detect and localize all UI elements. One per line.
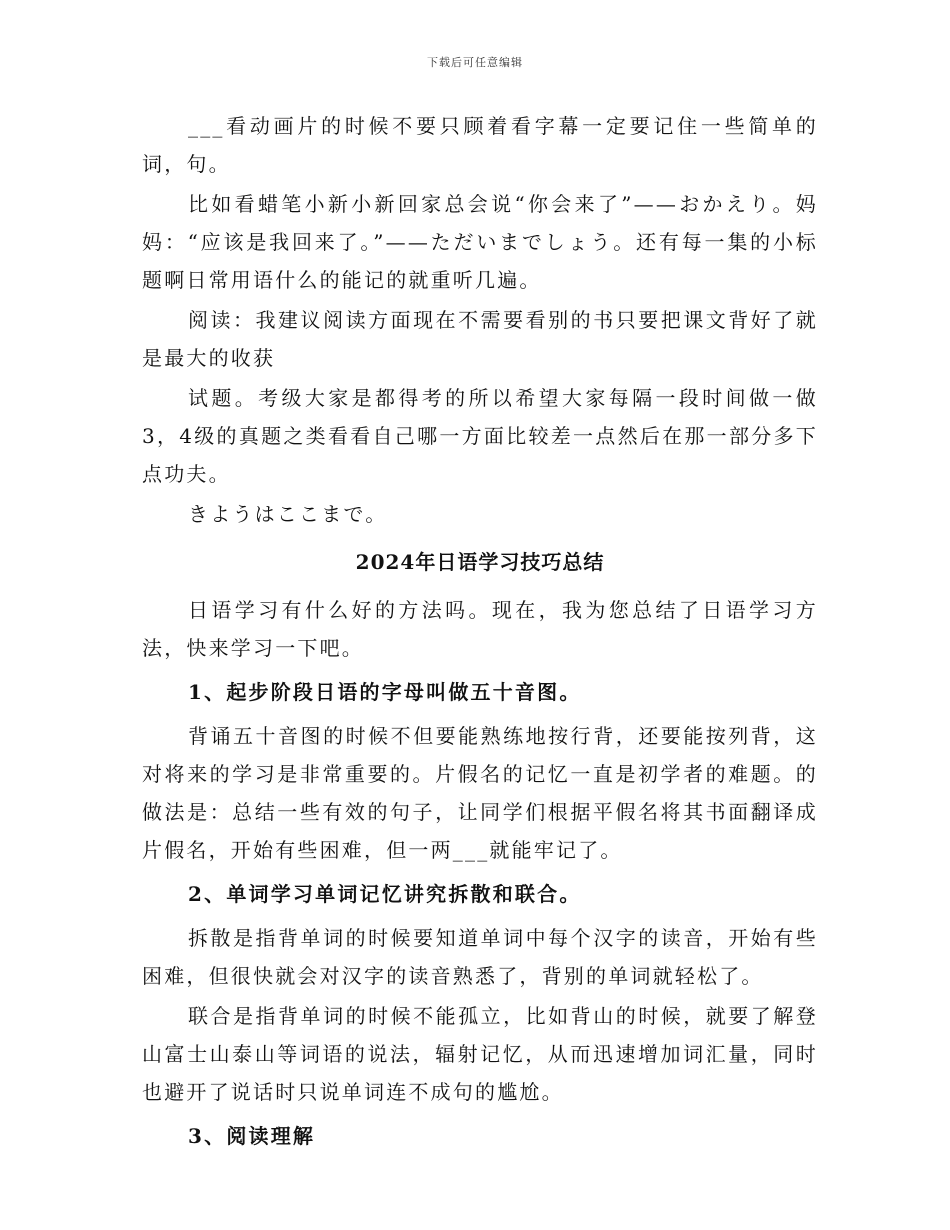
intro-paragraph: 日语学习有什么好的方法吗。现在，我为您总结了日语学习方法，快来学习一下吧。 bbox=[142, 598, 818, 660]
document-title: 2024年日语学习技巧总结 bbox=[355, 550, 605, 574]
document-body bbox=[142, 107, 818, 1161]
section-1-body: 背诵五十音图的时候不但要能熟练地按行背，还要能按列背，这对将来的学习是非常重要的。片假名的记忆一直是初学者的难题。的做法是：总结一些有效的句子，让同学们根据平假名将其书面翻译成片假名，开始有些困难，但一两___就能牢记了。 bbox=[142, 724, 818, 862]
section-2-body-1: 拆散是指背单词的时候要知道单词中每个汉字的读音，开始有些困难，但很快就会对汉字的读音熟悉了，背别的单词就轻松了。 bbox=[142, 926, 818, 988]
paragraph-2: 比如看蜡笔小新小新回家总会说“你会来了”——おかえり。妈妈：“应该是我回来了。”——ただいまでしょう。还有每一集的小标题啊日常用语什么的能记的就重听几遍。 bbox=[142, 192, 818, 292]
paragraph-4: 试题。考级大家是都得考的所以希望大家每隔一段时间做一做3，4级的真题之类看看自己哪一方面比较差一点然后在那一部分多下点功夫。 bbox=[142, 386, 818, 486]
section-heading-2: 2、单词学习单词记忆讲究拆散和联合。 bbox=[188, 882, 582, 906]
paragraph-1: ___看动画片的时候不要只顾着看字幕一定要记住一些简单的词，句。 bbox=[142, 114, 818, 176]
section-2-body-2: 联合是指背单词的时候不能孤立，比如背山的时候，就要了解登山富士山泰山等词语的说法，辐射记忆，从而迅速增加词汇量，同时也避开了说话时只说单词连不成句的尴尬。 bbox=[142, 1004, 818, 1104]
section-heading-1: 1、起步阶段日语的字母叫做五十音图。 bbox=[188, 680, 582, 704]
paragraph-5: きようはここまで。 bbox=[188, 502, 388, 526]
section-heading-3: 3、阅读理解 bbox=[188, 1124, 316, 1148]
paragraph-3: 阅读：我建议阅读方面现在不需要看别的书只要把课文背好了就是最大的收获 bbox=[142, 308, 818, 370]
page-header: 下载后可任意编辑 bbox=[427, 56, 523, 69]
